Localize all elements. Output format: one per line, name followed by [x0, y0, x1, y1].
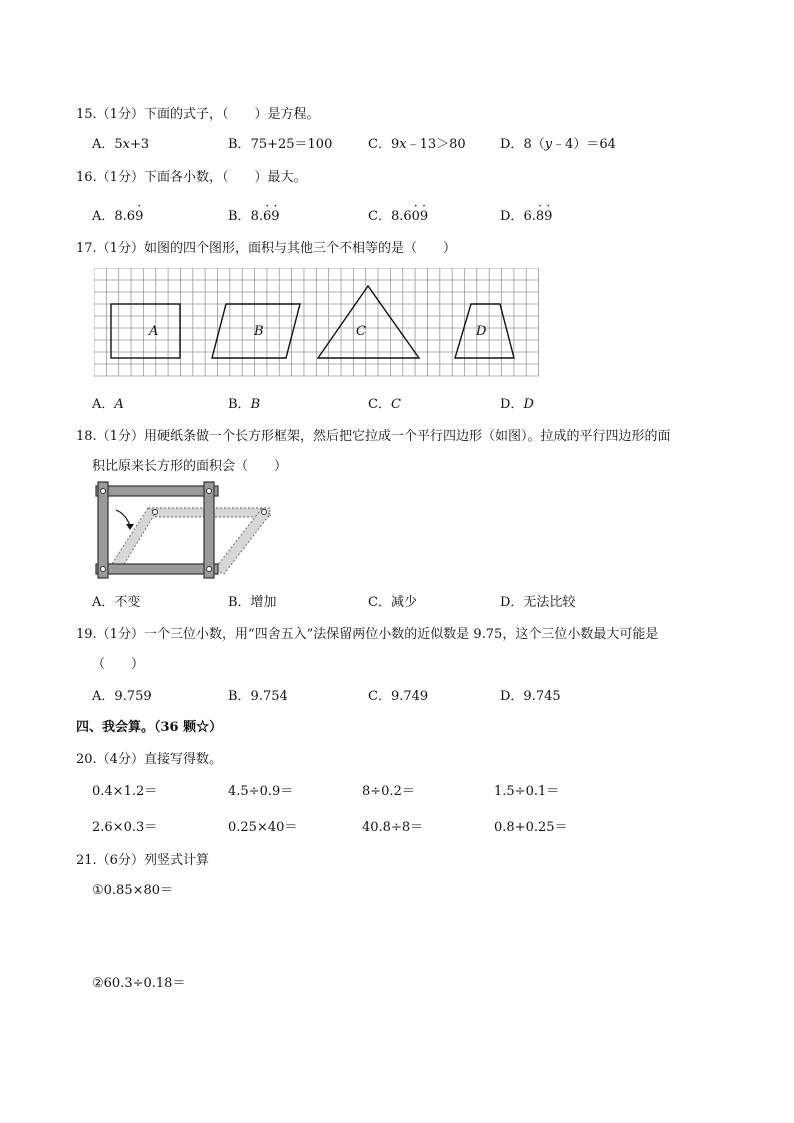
q17-option-b[interactable]: B．B — [228, 397, 261, 412]
q15-option-a[interactable]: A．5x+3 — [92, 137, 150, 152]
shape-a-label: A — [149, 324, 159, 339]
frame-bottom-bar — [96, 564, 218, 574]
q16-option-a[interactable]: A．8.6· 9 — [92, 205, 143, 224]
q18-option-c[interactable]: C．减少 — [368, 595, 417, 610]
q18-stem-line2: 积比原来长方形的面积会（ ） — [92, 459, 288, 474]
q18-option-b[interactable]: B．增加 — [228, 595, 277, 610]
q16-stem: 16.（1分）下面各小数，（ ）最大。 — [76, 170, 307, 185]
q20-item: 8÷0.2＝ — [362, 784, 415, 799]
section-4-title: 四、我会算。（36 颗☆） — [76, 720, 223, 735]
q19-stem-line1: 19.（1分）一个三位小数，用“四舍五入”法保留两位小数的近似数是 9.75，这个三位小数最大可能是 — [76, 627, 659, 642]
q18-option-a[interactable]: A．不变 — [92, 595, 141, 610]
q15-option-b[interactable]: B．75+25＝100 — [228, 137, 333, 152]
shape-a-rectangle — [111, 304, 180, 358]
q17-stem: 17.（1分）如图的四个图形，面积与其他三个不相等的是（ ） — [76, 241, 456, 256]
q17-option-c[interactable]: C．C — [368, 397, 401, 412]
q20-item: 2.6×0.3＝ — [92, 820, 158, 835]
q18-frame-figure — [92, 480, 277, 580]
arrow-head — [126, 524, 134, 530]
q19-option-d[interactable]: D．9.745 — [500, 689, 561, 704]
q20-item: 40.8÷8＝ — [362, 820, 424, 835]
q20-item: 0.4×1.2＝ — [92, 784, 158, 799]
q15-option-c[interactable]: C．9x﹣13＞80 — [368, 137, 466, 152]
q21-item-1: ①0.85×80＝ — [92, 883, 174, 898]
q16-option-c[interactable]: C．8.6· 0· 9 — [368, 205, 428, 224]
q18-stem-line1: 18.（1分）用硬纸条做一个长方形框架，然后把它拉成一个平行四边形（如图）。拉成的平行四边形的面 — [76, 429, 671, 444]
q20-stem: 20.（4分）直接写得数。 — [76, 752, 222, 767]
q17-option-d[interactable]: D．D — [500, 397, 534, 412]
rotation-arrow — [116, 510, 130, 526]
shape-c-label: C — [356, 324, 366, 339]
q17-grid-figure — [94, 268, 540, 378]
q19-stem-line2: （ ） — [92, 657, 145, 672]
shape-d-label: D — [476, 324, 487, 339]
q16-option-b[interactable]: B．8.· 6· 9 — [228, 205, 280, 224]
q18-option-d[interactable]: D．无法比较 — [500, 595, 576, 610]
q21-stem: 21.（6分）列竖式计算 — [76, 853, 209, 868]
frame-left-bar — [98, 482, 108, 578]
shape-b-label: B — [254, 324, 264, 339]
q16-option-d[interactable]: D．6.· 8· 9 — [500, 205, 552, 224]
q21-item-2: ②60.3÷0.18＝ — [92, 976, 186, 991]
q19-option-a[interactable]: A．9.759 — [92, 689, 152, 704]
q20-item: 4.5÷0.9＝ — [228, 784, 294, 799]
q20-item: 0.8+0.25＝ — [494, 820, 568, 835]
q15-stem: 15.（1分）下面的式子，（ ）是方程。 — [76, 107, 320, 122]
q20-item: 1.5÷0.1＝ — [494, 784, 560, 799]
shape-c-triangle — [318, 286, 419, 358]
q15-option-d[interactable]: D．8（y﹣4）＝64 — [500, 137, 616, 152]
grid-lines — [94, 268, 539, 376]
q20-item: 0.25×40＝ — [228, 820, 298, 835]
q19-option-c[interactable]: C．9.749 — [368, 689, 429, 704]
dashed-right-bar — [214, 508, 270, 574]
frame-right-bar — [204, 482, 214, 578]
frame-top-bar — [96, 486, 218, 496]
q19-option-b[interactable]: B．9.754 — [228, 689, 288, 704]
q17-option-a[interactable]: A．A — [92, 397, 124, 412]
